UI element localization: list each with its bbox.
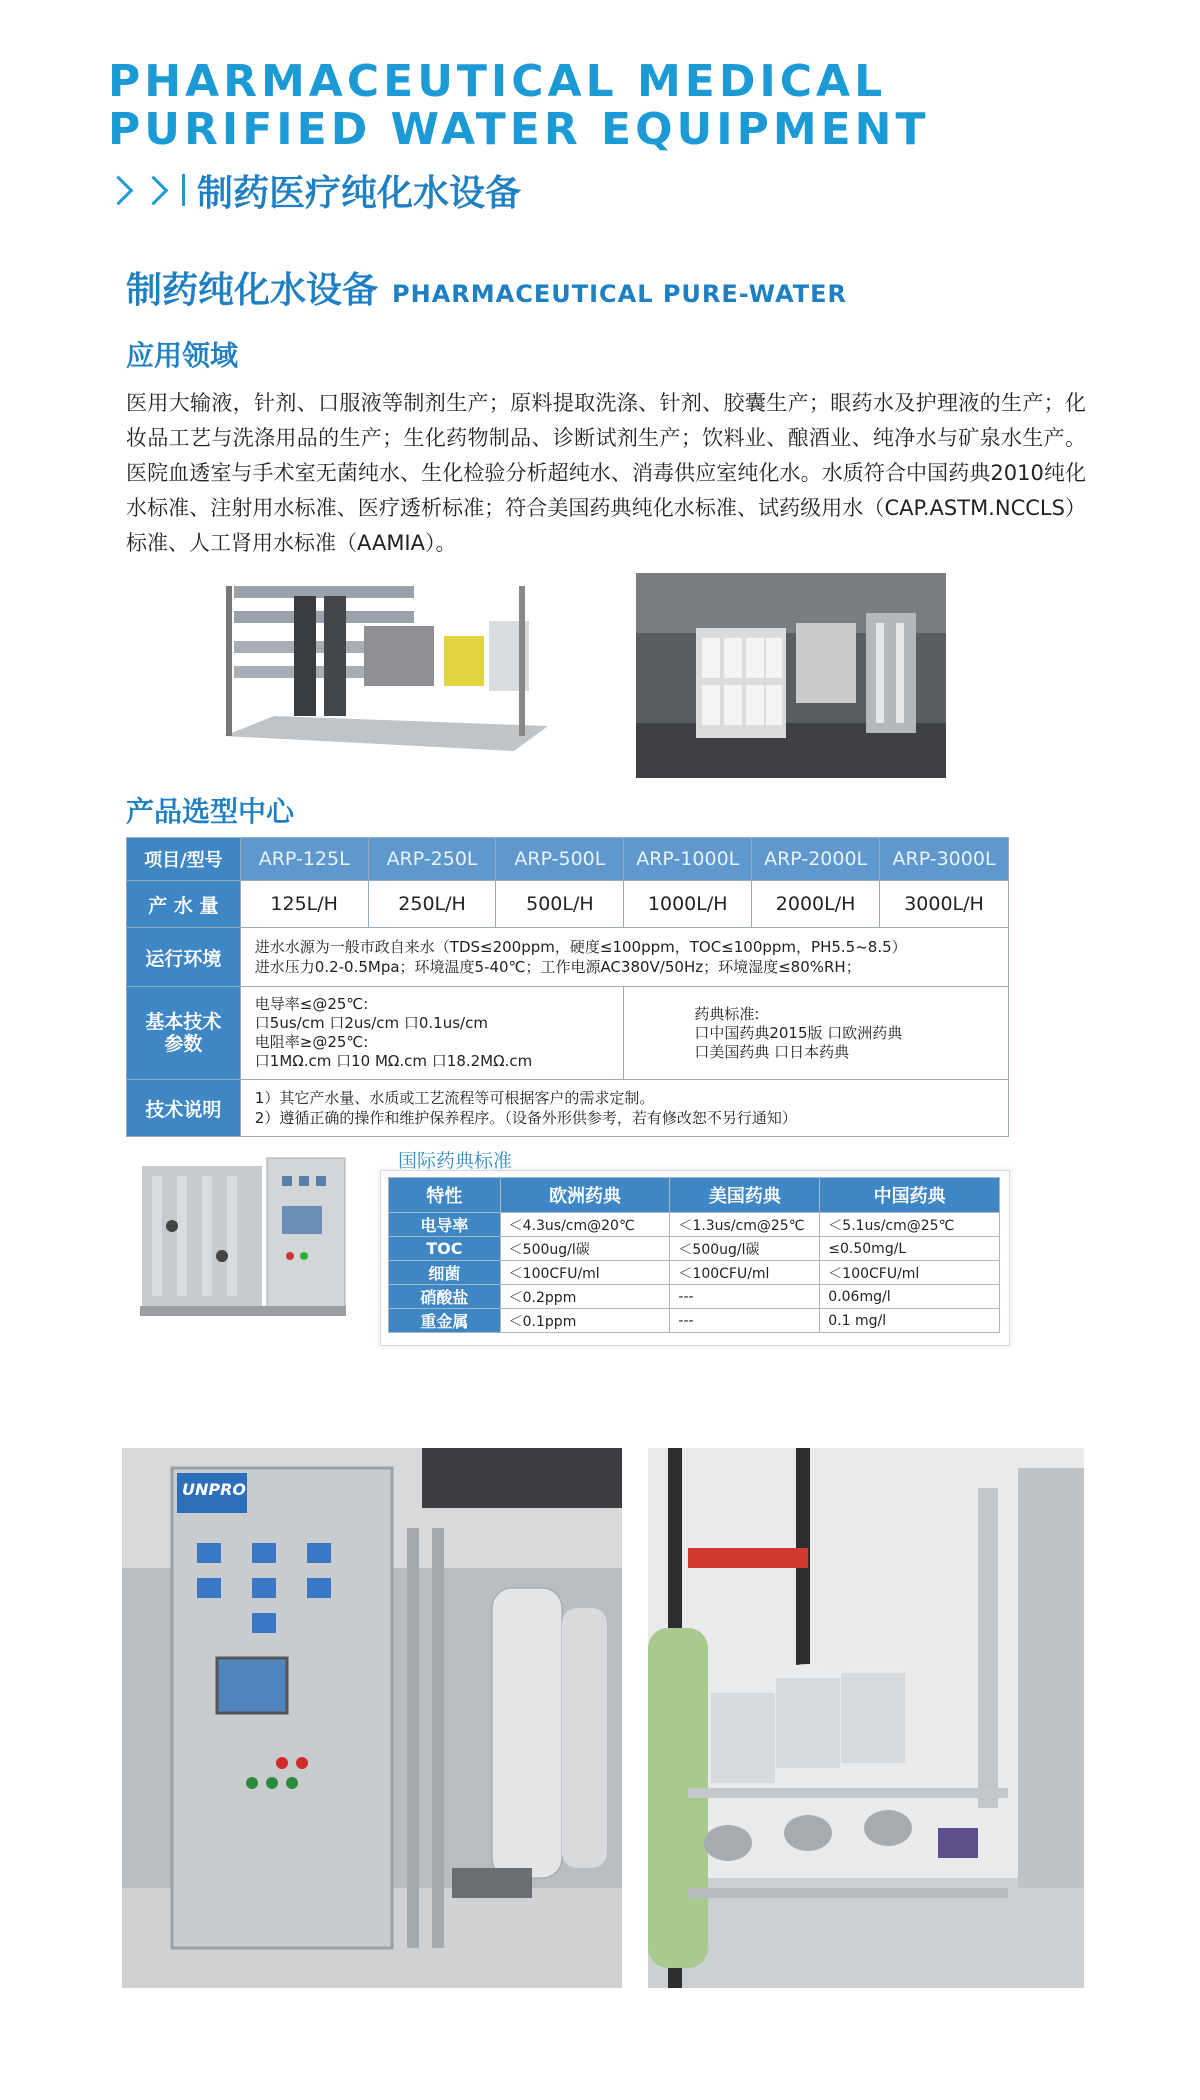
table-cell: ＜500ug/l碳 (500, 1237, 670, 1261)
tech-label-line: 基本技术 (145, 1011, 222, 1033)
env-line: 进水水源为一般市政自来水（TDS≤200ppm，硬度≤100ppm，TOC≤100ppm，PH5.5~8.5） (254, 938, 907, 956)
table-row (389, 1178, 1000, 1213)
chevron-right-icon (104, 175, 134, 205)
table-cell: ＜500ug/l碳 (670, 1237, 820, 1261)
table-cell: ≤0.50mg/L (820, 1237, 1000, 1261)
section-title (126, 262, 847, 313)
model-cell: ARP-2000L (752, 838, 880, 881)
column-header: 欧洲药典 (500, 1178, 670, 1213)
note-line: 2）遵循正确的操作和维护保养程序。（设备外形供参考，若有修改恕不另行通知） (254, 1109, 797, 1127)
tech-line: 口5us/cm 口2us/cm 口0.1us/cm (254, 1014, 488, 1032)
table-cell: ＜100CFU/ml (500, 1261, 670, 1285)
table-cell: ＜5.1us/cm@25℃ (820, 1213, 1000, 1237)
pharmacopoeia-heading: 国际药典标准 (398, 1150, 513, 1172)
column-header: 中国药典 (820, 1178, 1000, 1213)
header-label-cell: 项目/型号 (127, 838, 241, 881)
table-cell: ＜0.2ppm (500, 1285, 670, 1309)
row-label: 重金属 (389, 1309, 501, 1333)
table-row (389, 1237, 1000, 1261)
capacity-cell: 1000L/H (624, 881, 752, 928)
row-label: 电导率 (389, 1213, 501, 1237)
tech-left-cell (240, 987, 624, 1080)
application-heading: 应用领域 (126, 339, 239, 372)
table-cell: --- (670, 1285, 820, 1309)
table-row (389, 1261, 1000, 1285)
table-row (127, 987, 1009, 1080)
tech-line: 电导率≤@25℃: (254, 995, 369, 1013)
table-cell: ＜100CFU/ml (820, 1261, 1000, 1285)
table-row (127, 1080, 1009, 1137)
model-cell: ARP-500L (496, 838, 624, 881)
table-cell: --- (670, 1309, 820, 1333)
table-row (389, 1309, 1000, 1333)
cabinet-equipment-photo (132, 1146, 352, 1324)
env-line: 进水压力0.2-0.5Mpa；环境温度5-40℃；工作电源AC380V/50Hz；环境湿度≤80%RH； (254, 958, 861, 976)
model-cell: ARP-125L (240, 838, 368, 881)
row-label: TOC (389, 1237, 501, 1261)
application-text: 医用大输液，针剂、口服液等制剂生产；原料提取洗涤、针剂、胶囊生产；眼药水及护理液的生产；化妆品工艺与洗涤用品的生产；生化药物制品、诊断试剂生产；饮料业、酿酒业、纯净水与矿泉水生产。医院血透室与手术室无菌纯水、生化检验分析超纯水、消毒供应室纯化水。水质符合中国药典2010纯化水标准、注射用水标准、医疗透析标准；符合美国药典纯化水标准、试药级用水（CAP.ASTM.NCCLS）标准、人工肾用水标准（AAMIA）。 (126, 391, 1086, 555)
capacity-cell: 2000L/H (752, 881, 880, 928)
table-cell: 0.06mg/l (820, 1285, 1000, 1309)
pump-filter-photo (648, 1448, 1084, 1988)
divider-bar (182, 174, 185, 206)
table-row (127, 838, 1009, 881)
env-label: 运行环境 (127, 928, 241, 987)
table-row (127, 881, 1009, 928)
title-line-2: PURIFIED WATER EQUIPMENT (108, 104, 930, 155)
note-label: 技术说明 (127, 1080, 241, 1137)
title-line-1: PHARMACEUTICAL MEDICAL (108, 56, 887, 107)
env-cell (240, 928, 1008, 987)
tech-line: 口中国药典2015版 口欧洲药典 (694, 1023, 903, 1042)
tech-right-cell (624, 987, 1009, 1080)
note-cell (240, 1080, 1008, 1137)
section-title-cn: 制药纯化水设备 (126, 270, 379, 311)
tech-line: 药典标准: (694, 1004, 760, 1023)
capacity-label: 产 水 量 (127, 881, 241, 928)
edi-equipment-photo (636, 573, 946, 778)
column-header: 特性 (389, 1178, 501, 1213)
page-title-en (108, 58, 1108, 154)
section-title-en: PHARMACEUTICAL PURE-WATER (392, 280, 848, 308)
tech-line: 口1MΩ.cm 口10 MΩ.cm 口18.2MΩ.cm (254, 1052, 533, 1070)
chevron-right-icon (139, 175, 169, 205)
row-label: 硝酸盐 (389, 1285, 501, 1309)
capacity-cell: 3000L/H (880, 881, 1009, 928)
selection-table (126, 837, 1009, 1137)
table-cell: 0.1 mg/l (820, 1309, 1000, 1333)
note-line: 1）其它产水量、水质或工艺流程等可根据客户的需求定制。 (254, 1089, 655, 1107)
subtitle-row (108, 168, 521, 212)
model-cell: ARP-3000L (880, 838, 1009, 881)
capacity-cell: 250L/H (368, 881, 496, 928)
tech-line: 口美国药典 口日本药典 (694, 1042, 850, 1061)
table-cell: ＜4.3us/cm@20℃ (500, 1213, 670, 1237)
table-row (389, 1213, 1000, 1237)
capacity-cell: 125L/H (240, 881, 368, 928)
table-cell: ＜100CFU/ml (670, 1261, 820, 1285)
page-subtitle: 制药医疗纯化水设备 (197, 172, 522, 214)
table-row (389, 1285, 1000, 1309)
brand-logo: UNPRO (182, 1480, 247, 1499)
selection-heading: 产品选型中心 (126, 795, 295, 828)
column-header: 美国药典 (670, 1178, 820, 1213)
tech-line: 电阻率≥@25℃: (254, 1033, 369, 1051)
ro-equipment-photo (214, 566, 558, 766)
tech-label (127, 987, 241, 1080)
model-cell: ARP-250L (368, 838, 496, 881)
pharmacopoeia-table (388, 1177, 1000, 1333)
model-cell: ARP-1000L (624, 838, 752, 881)
table-row (127, 928, 1009, 987)
tech-label-line: 参数 (164, 1033, 203, 1055)
table-cell: ＜0.1ppm (500, 1309, 670, 1333)
row-label: 细菌 (389, 1261, 501, 1285)
control-cabinet-photo (122, 1448, 622, 1988)
capacity-cell: 500L/H (496, 881, 624, 928)
table-cell: ＜1.3us/cm@25℃ (670, 1213, 820, 1237)
